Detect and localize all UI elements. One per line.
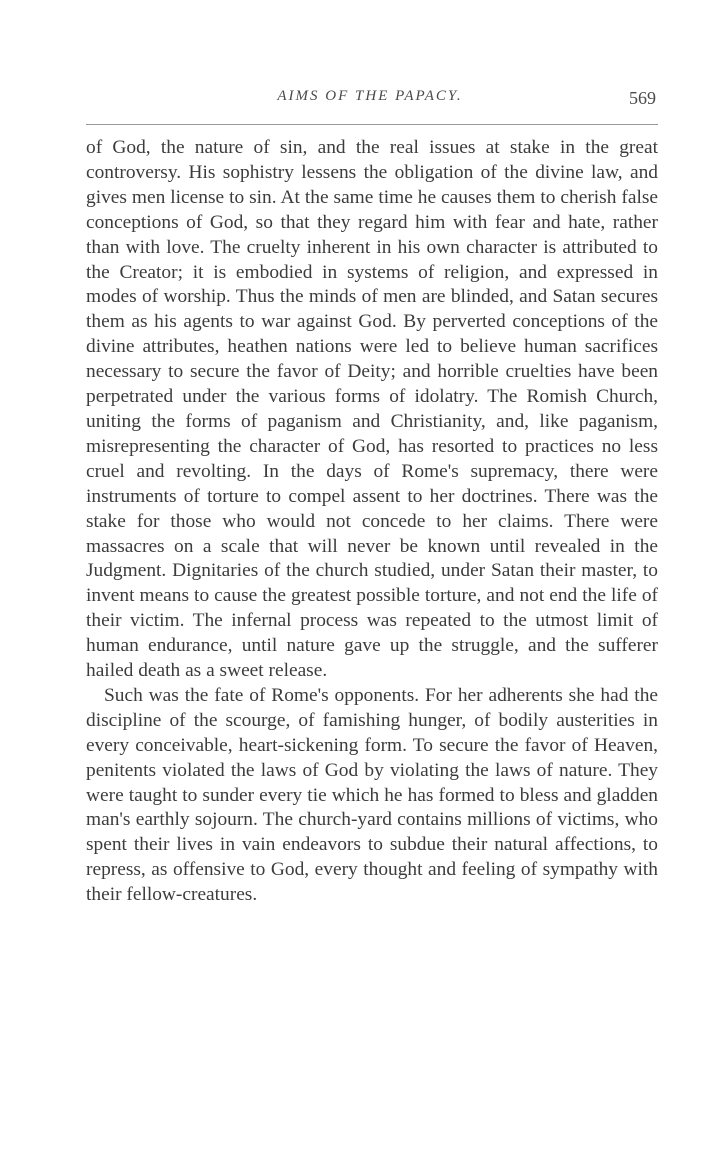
running-title: AIMS OF THE PAPACY. xyxy=(277,88,463,104)
header-rule xyxy=(86,124,658,125)
paragraph-1: of God, the nature of sin, and the real issues at stake in the great controversy. His sophistry lessens the obligation of the divine law, and gives men license to sin. At the same time he causes them to cherish false conceptions of God, so that they regard him with fear and hate, rather than with love. The cruelty inherent in his own character is attributed to the Creator; it is embodied in systems of religion, and expressed in modes of worship. Thus the minds of men are blinded, and Satan secures them as his agents to war against God. By perverted conceptions of the divine attributes, heathen nations were led to believe human sacrifices necessary to secure the favor of Deity; and horrible cruelties have been perpetrated under the various forms of idolatry. The Romish Church, uniting the forms of paganism and Christianity, and, like paganism, misrepresenting the character of God, has resorted to practices no less cruel and revolting. In the days of Rome's supremacy, there were instruments of torture to compel assent to her doctrines. There was the stake for those who would not concede to her claims. There were massacres on a scale that will never be known until revealed in the Judgment. Dignitaries of the church studied, under Satan their master, to invent means to cause the greatest possible torture, and not end the life of their victim. The infernal process was repeated to the utmost limit of human endurance, until nature gave up the struggle, and the sufferer hailed death as a sweet release. xyxy=(86,137,658,682)
paragraph-2: Such was the fate of Rome's opponents. For her adherents she had the discipline of the scourge, of famishing hunger, of bodily austerities in every conceivable, heart-sickening form. To secure the favor of Heaven, penitents violated the laws of God by violating the laws of nature. They were taught to sunder every tie which he has formed to bless and gladden man's earthly sojourn. The church-yard contains millions of victims, who spent their lives in vain endeavors to subdue their natural affections, to repress, as offensive to God, every thought and feeling of sympathy with their fellow-creatures. xyxy=(86,684,658,906)
body-text xyxy=(86,136,658,908)
page-number: 569 xyxy=(629,88,656,108)
running-head xyxy=(84,88,656,118)
